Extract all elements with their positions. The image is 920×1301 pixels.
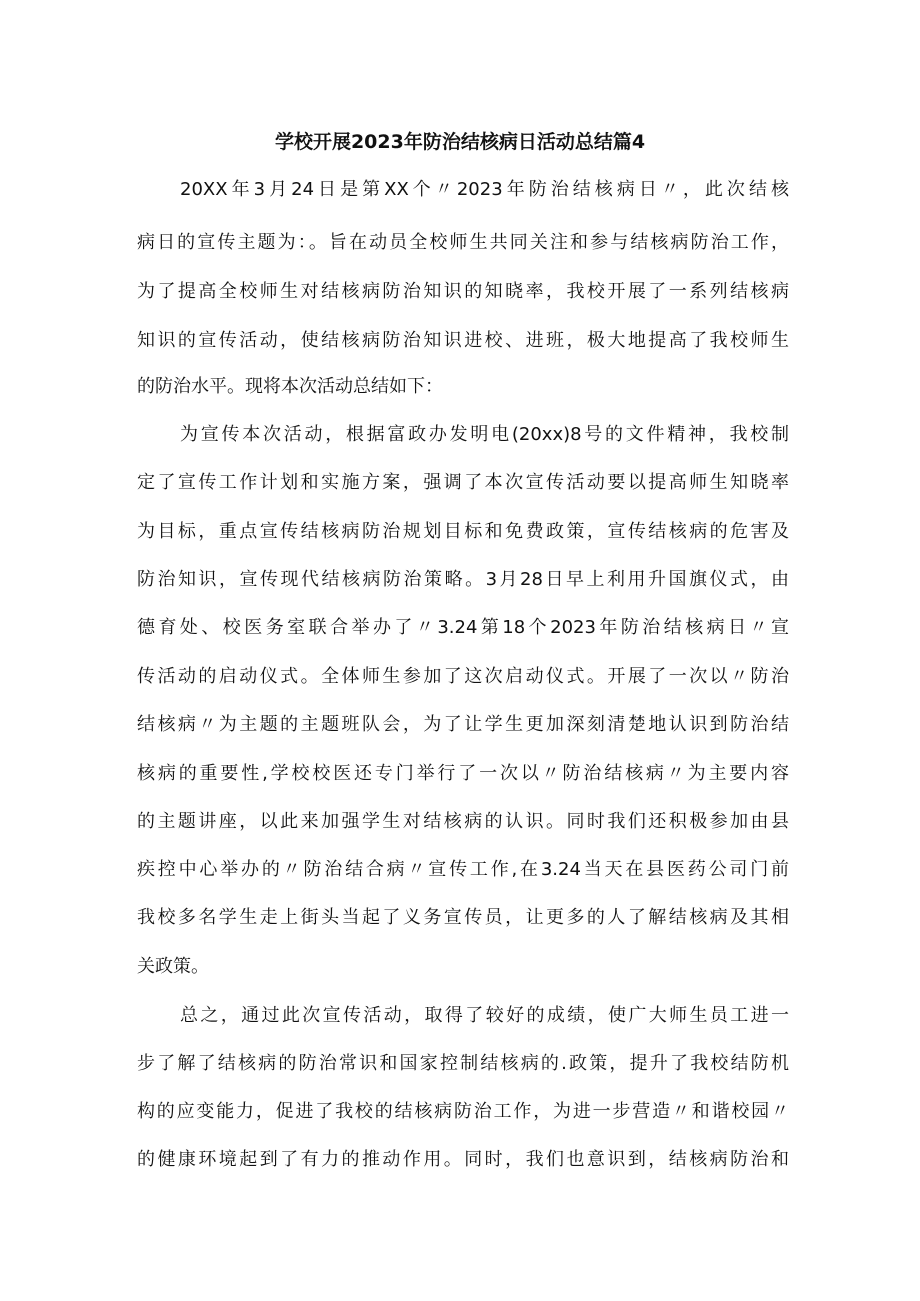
paragraph-1-line-3: 为了提高全校师生对结核病防治知识的知晓率，我校开展了一系列结核病 — [137, 281, 789, 302]
paragraph-2-line-5: 德育处、校医务室联合举办了〃3.24第18个2023年防治结核病日〃宣 — [137, 617, 789, 638]
paragraph-2-line-8: 核病的重要性,学校校医还专门举行了一次以〃防治结核病〃为主要内容 — [137, 763, 789, 784]
paragraph-3-line-3: 构的应变能力，促进了我校的结核病防治工作，为进一步营造〃和谐校园〃 — [137, 1101, 789, 1122]
paragraph-3-line-2: 步了解了结核病的防治常识和国家控制结核病的.政策，提升了我校结防机 — [137, 1053, 789, 1074]
paragraph-2-line-6: 传活动的启动仪式。全体师生参加了这次启动仪式。开展了一次以〃防治 — [137, 666, 789, 687]
paragraph-2-line-7: 结核病〃为主题的主题班队会，为了让学生更加深刻清楚地认识到防治结 — [137, 714, 789, 735]
paragraph-2-line-2: 定了宣传工作计划和实施方案，强调了本次宣传活动要以提高师生知晓率 — [137, 472, 789, 493]
paragraph-2-line-10: 疾控中心举办的〃防治结合病〃宣传工作,在3.24当天在县医药公司门前 — [137, 859, 789, 880]
paragraph-3-line-4: 的健康环境起到了有力的推动作用。同时，我们也意识到，结核病防治和 — [137, 1149, 789, 1170]
document-title: 学校开展2023年防治结核病日活动总结篇4 — [274, 131, 646, 153]
paragraph-1-line-1: 20XX年3月24日是第XX个〃2023年防治结核病日〃，此次结核 — [180, 179, 789, 200]
paragraph-3-line-1: 总之，通过此次宣传活动，取得了较好的成绩，使广大师生员工进一 — [180, 1005, 789, 1026]
paragraph-2-line-11: 我校多名学生走上街头当起了义务宣传员，让更多的人了解结核病及其相 — [137, 907, 789, 928]
paragraph-2-line-12: 关政策。 — [137, 956, 209, 977]
paragraph-2-line-9: 的主题讲座，以此来加强学生对结核病的认识。同时我们还积极参加由县 — [137, 811, 789, 832]
paragraph-2-line-4: 防治知识，宣传现代结核病防治策略。3月28日早上利用升国旗仪式，由 — [137, 569, 789, 590]
paragraph-1-line-4: 知识的宣传活动，使结核病防治知识进校、进班，极大地提高了我校师生 — [137, 330, 789, 351]
paragraph-1-line-5: 的防治水平。现将本次活动总结如下： — [137, 376, 443, 397]
paragraph-2-line-1: 为宣传本次活动，根据富政办发明电(20xx)8号的文件精神，我校制 — [180, 424, 789, 445]
paragraph-1-line-2: 病日的宣传主题为：。旨在动员全校师生共同关注和参与结核病防治工作， — [137, 232, 789, 253]
paragraph-2-line-3: 为目标，重点宣传结核病防治规划目标和免费政策，宣传结核病的危害及 — [137, 521, 789, 542]
